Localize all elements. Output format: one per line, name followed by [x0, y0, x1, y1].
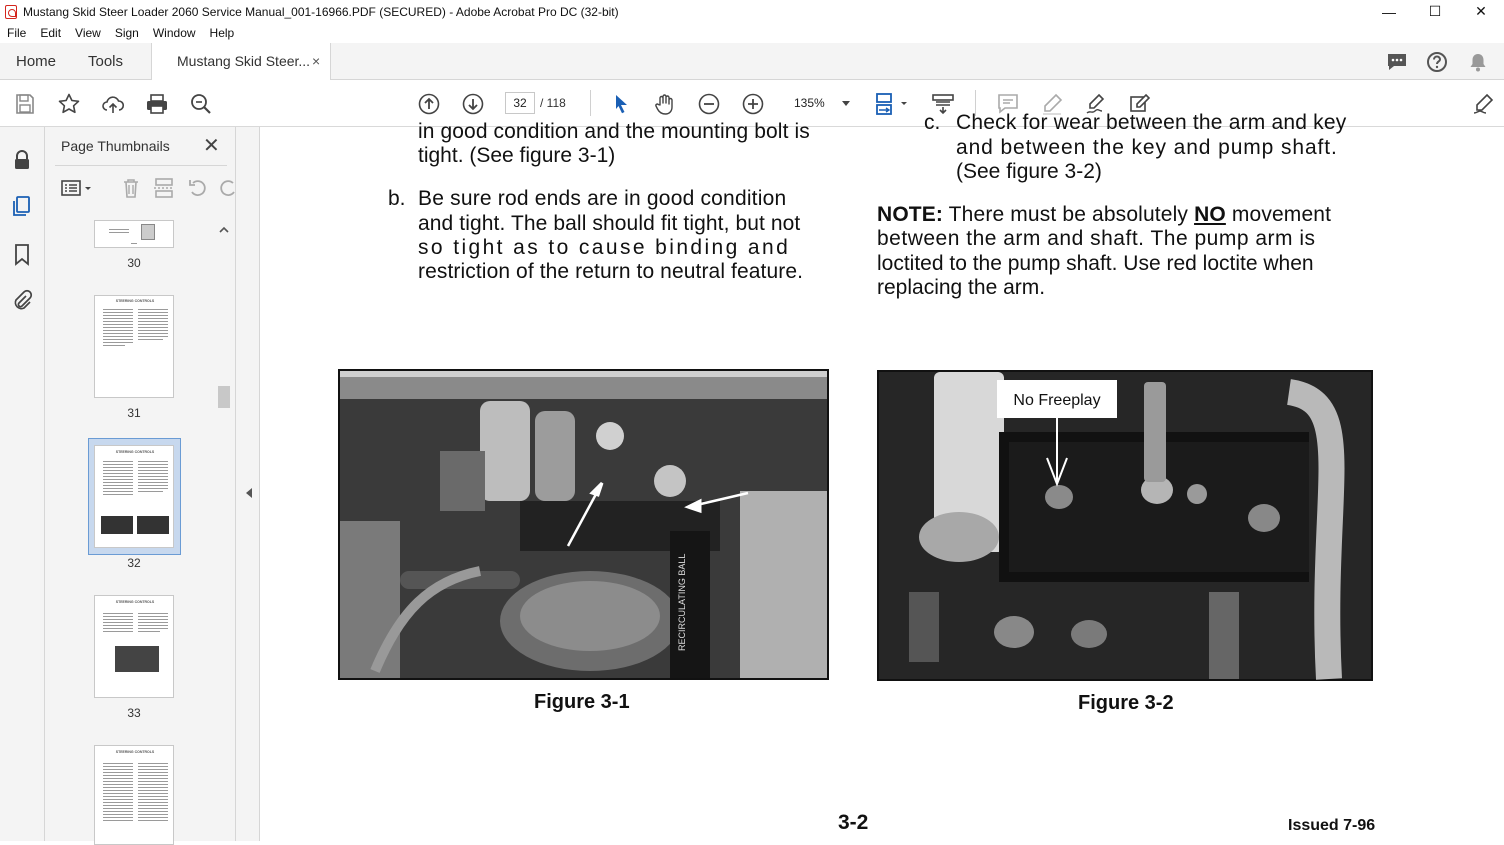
title-bar — [0, 0, 1504, 23]
comment-bubble-icon[interactable] — [1386, 51, 1408, 73]
insert-page-icon[interactable] — [153, 177, 175, 199]
thumbnail-page-33[interactable] — [94, 595, 174, 698]
thumbnail-heading: STEERING CONTROLS — [115, 299, 155, 303]
thumbnails-scrollbar[interactable] — [217, 220, 231, 841]
page-number-footer: 3-2 — [838, 811, 869, 834]
figure-3-1-illustration — [340, 371, 827, 678]
body-text-line: (See figure 3-2) — [956, 160, 1102, 183]
page-thumbnails-panel — [45, 127, 236, 841]
body-text-line: in good condition and the mounting bolt is — [418, 120, 810, 143]
thumbnail-page-30[interactable] — [94, 220, 174, 248]
menu-window[interactable]: Window — [152, 26, 196, 40]
panel-title: Page Thumbnails — [61, 138, 170, 154]
tab-document[interactable] — [151, 43, 331, 80]
thumbnail-heading: STEERING CONTROLS — [115, 600, 155, 604]
note-text-line: replacing the arm. — [877, 276, 1046, 299]
page-thumbnails-icon[interactable] — [11, 195, 33, 217]
zoom-in-icon[interactable] — [741, 92, 765, 116]
tab-home[interactable]: Home — [16, 53, 57, 70]
tab-document-label: Mustang Skid Steer... — [177, 53, 311, 69]
body-text-line: and tight. The ball should fit tight, but not — [418, 212, 801, 235]
body-text-line: Be sure rod ends are in good condition — [418, 187, 787, 210]
thumbnail-page-number: 31 — [127, 406, 141, 420]
zoom-level-value: 135% — [794, 96, 825, 110]
figure-3-1-label: RECIRCULATING BALL — [677, 553, 687, 651]
note-emphasis: NO — [1194, 203, 1226, 226]
page-fit-icon[interactable] — [875, 92, 911, 116]
thumbnail-page-32[interactable] — [94, 445, 174, 548]
hand-tool-icon[interactable] — [653, 92, 677, 116]
bell-icon[interactable] — [1467, 51, 1489, 73]
next-page-icon[interactable] — [461, 92, 485, 116]
acrobat-app-icon — [5, 5, 17, 19]
zoom-level-select[interactable] — [786, 92, 856, 114]
note-text-line: between the arm and shaft. The pump arm is — [877, 227, 1316, 250]
tab-bar — [0, 43, 1504, 80]
note-first-line — [877, 203, 1331, 228]
rotate-icon[interactable] — [187, 177, 209, 199]
figure-3-1-photo — [338, 369, 829, 680]
page-total: / 118 — [540, 96, 566, 110]
body-text-line: restriction of the return to neutral feature. — [418, 260, 804, 283]
figure-3-2-photo — [877, 370, 1373, 681]
select-cursor-icon[interactable] — [609, 92, 633, 116]
document-view[interactable] — [260, 111, 1504, 841]
minimize-button[interactable]: — — [1382, 3, 1396, 20]
body-text-line: tight. (See figure 3-1) — [418, 144, 616, 167]
thumbnail-page-31[interactable] — [94, 295, 174, 398]
panel-collapse-strip[interactable] — [236, 127, 260, 841]
collapse-arrow-icon[interactable] — [244, 487, 254, 499]
save-icon[interactable] — [13, 92, 37, 116]
help-icon[interactable] — [1426, 51, 1448, 73]
thumbnail-page-number: 30 — [127, 256, 141, 270]
scroll-up-icon[interactable] — [217, 220, 231, 240]
thumbnail-options-icon[interactable] — [61, 177, 95, 199]
thumbnail-heading: STEERING CONTROLS — [115, 750, 155, 754]
list-marker: c. — [924, 111, 941, 134]
close-icon[interactable]: ✕ — [203, 135, 220, 157]
menu-bar — [0, 23, 1504, 43]
bookmark-star-icon[interactable] — [57, 92, 81, 116]
figure-3-2-caption: Figure 3-2 — [1078, 692, 1174, 714]
zoom-search-icon[interactable] — [189, 92, 213, 116]
chevron-down-icon — [842, 101, 850, 106]
thumbnail-page-34[interactable] — [94, 745, 174, 845]
trash-icon[interactable] — [120, 177, 142, 199]
attachments-paperclip-icon[interactable] — [11, 289, 33, 311]
menu-sign[interactable]: Sign — [114, 26, 139, 40]
rotate-clockwise-icon[interactable] — [217, 177, 227, 199]
left-navigation-rail — [0, 127, 45, 841]
scrollbar-thumb[interactable] — [218, 386, 230, 408]
toolbar-divider — [590, 90, 591, 116]
thumbnail-page-number: 32 — [127, 556, 141, 570]
menu-help[interactable]: Help — [209, 26, 235, 40]
upload-cloud-icon[interactable] — [101, 92, 125, 116]
body-text-line: so tight as to cause binding and — [418, 236, 791, 259]
window-title: Mustang Skid Steer Loader 2060 Service Manual_001-16966.PDF (SECURED) - Adobe Acrobat Pro DC (32-bit) — [23, 4, 619, 19]
issued-date: Issued 7-96 — [1288, 817, 1376, 834]
print-icon[interactable] — [145, 92, 169, 116]
tab-close-icon[interactable]: × — [312, 53, 321, 69]
figure-3-1-caption: Figure 3-1 — [534, 691, 630, 713]
note-label: NOTE: — [877, 203, 944, 226]
previous-page-icon[interactable] — [417, 92, 441, 116]
thumbnail-page-number: 33 — [127, 706, 141, 720]
menu-file[interactable]: File — [7, 26, 27, 40]
figure-3-2-callout: No Freeplay — [1013, 392, 1101, 409]
share-sign-icon[interactable] — [1472, 92, 1496, 116]
figure-3-2-illustration — [879, 372, 1371, 679]
list-marker: b. — [388, 187, 406, 210]
panel-divider — [55, 165, 227, 166]
menu-edit[interactable]: Edit — [40, 26, 62, 40]
note-text: There must be absolutely — [943, 203, 1195, 226]
bookmarks-icon[interactable] — [11, 243, 33, 265]
body-text-line: Check for wear between the arm and key — [956, 111, 1347, 134]
lock-icon[interactable] — [11, 149, 33, 171]
note-text-line: loctited to the pump shaft. Use red loctite when — [877, 252, 1314, 275]
body-text-line: and between the key and pump shaft. — [956, 136, 1338, 159]
maximize-button[interactable]: ☐ — [1428, 3, 1442, 19]
page-number-input[interactable]: 32 — [505, 92, 535, 114]
close-window-button[interactable]: ✕ — [1475, 3, 1487, 19]
thumbnail-heading: STEERING CONTROLS — [115, 450, 155, 454]
zoom-out-icon[interactable] — [697, 92, 721, 116]
note-text-end: movement — [1225, 203, 1332, 226]
tab-tools[interactable]: Tools — [88, 53, 124, 70]
menu-view[interactable]: View — [75, 26, 101, 40]
